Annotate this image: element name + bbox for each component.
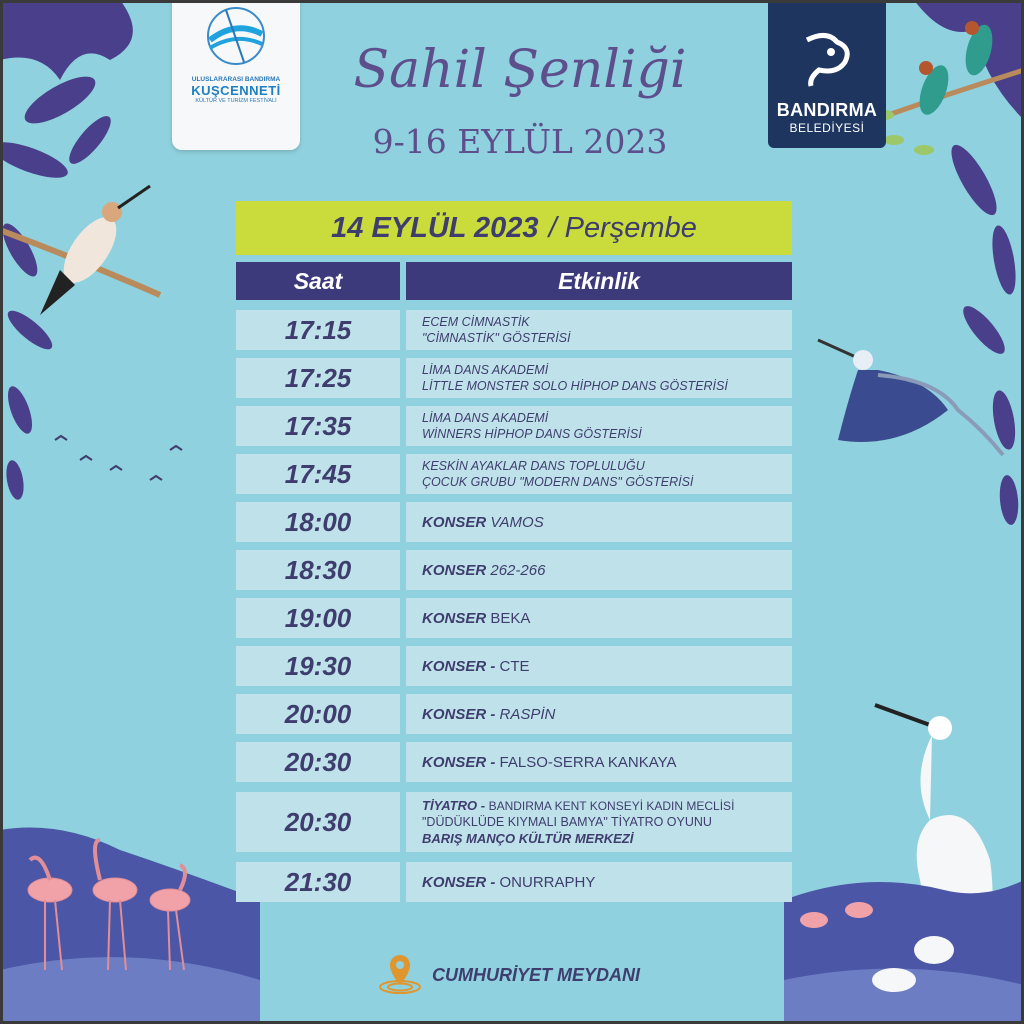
location-pin-icon [376,955,424,995]
schedule-row [236,406,792,446]
activity-name: CTE [499,657,530,675]
activity-name: BEKA [490,609,531,627]
foliage-decoration [0,0,190,520]
row-time: 17:35 [236,406,400,446]
activity-line1: LİMA DANS AKADEMİ [422,363,549,377]
row-activity [406,358,792,398]
event-dates: 9-16 EYLÜL 2023 [372,122,668,161]
row-activity [406,792,792,852]
venue [376,955,640,995]
row-time: 20:30 [236,742,400,782]
day-date: 14 EYLÜL 2023 [331,211,539,244]
row-time: 21:30 [236,862,400,902]
day-weekday: / Perşembe [548,211,697,244]
schedule-row [236,550,792,590]
lake-decoration [784,860,1024,1024]
event-title: Sahil Şenliği [353,40,687,100]
festival-logo-line2: KUŞCENNETİ [191,83,281,98]
activity-name: RASPİN [499,705,556,723]
festival-logo-line3: KÜLTÜR VE TURİZM FESTİVALİ [195,98,277,104]
activity-type: KONSER [422,609,487,627]
day-banner [236,201,792,255]
schedule-row [236,598,792,638]
activity-type: KONSER - [422,657,496,675]
municipality-name: BANDIRMA [776,100,878,120]
row-activity [406,742,792,782]
activity-type: KONSER - [422,753,496,771]
row-activity [406,646,792,686]
row-time: 20:30 [236,792,400,852]
activity-type: TİYATRO - [422,797,486,813]
row-activity [406,550,792,590]
venue-name: CUMHURİYET MEYDANI [432,964,641,985]
schedule-row [236,646,792,686]
row-time: 17:45 [236,454,400,494]
row-time: 18:00 [236,502,400,542]
schedule-row [236,792,792,852]
row-activity [406,502,792,542]
row-time: 20:00 [236,694,400,734]
activity-name: ONURRAPHY [499,873,596,891]
schedule-row [236,454,792,494]
municipality-emblem-icon [797,30,857,92]
header-activity: Etkinlik [406,262,792,300]
bee-eater-bird-icon [914,21,997,119]
activity-line2: ÇOCUK GRUBU "MODERN DANS" GÖSTERİSİ [422,475,694,489]
row-time: 19:30 [236,646,400,686]
row-activity [406,694,792,734]
row-time: 18:30 [236,550,400,590]
schedule-row [236,502,792,542]
schedule-row [236,742,792,782]
activity-line1: ECEM CİMNASTİK [422,315,530,329]
activity-line2: WİNNERS HİPHOP DANS GÖSTERİSİ [422,427,642,441]
festival-logo-line1: ULUSLARARASI BANDIRMA [191,76,281,83]
municipality-logo [768,0,886,148]
row-time: 19:00 [236,598,400,638]
activity-organizer: BANDIRMA KENT KONSEYİ KADIN MECLİSİ [488,798,735,813]
activity-type: KONSER - [422,705,496,723]
activity-name: 262-266 [490,561,546,579]
row-activity [406,862,792,902]
activity-line1: LİMA DANS AKADEMİ [422,411,549,425]
row-activity [406,454,792,494]
activity-type: KONSER - [422,873,496,891]
activity-line2: LİTTLE MONSTER SOLO HİPHOP DANS GÖSTERİSİ [422,379,728,393]
activity-type: KONSER [422,513,487,531]
row-activity [406,598,792,638]
activity-line2: "CİMNASTİK" GÖSTERİSİ [422,331,571,345]
festival-logo [172,0,300,150]
header-time: Saat [236,262,400,300]
schedule-row [236,694,792,734]
activity-line1: KESKİN AYAKLAR DANS TOPLULUĞU [422,459,645,473]
activity-type: KONSER [422,561,487,579]
row-activity [406,310,792,350]
schedule-row [236,310,792,350]
schedule-row [236,862,792,902]
activity-name: FALSO-SERRA KANKAYA [499,753,677,771]
row-activity [406,406,792,446]
municipality-sub: BELEDİYESİ [789,121,865,135]
activity-name: VAMOS [490,513,544,531]
activity-line2: "DÜDÜKLÜDE KIYMALI BAMYA" TİYATRO OYUNU [422,814,712,829]
row-time: 17:15 [236,310,400,350]
activity-location: BARIŞ MANÇO KÜLTÜR MERKEZİ [422,830,634,846]
lake-decoration [0,820,260,1024]
heron-bird-icon [808,330,1008,470]
festival-globe-icon [196,0,276,70]
schedule-row [236,358,792,398]
row-time: 17:25 [236,358,400,398]
